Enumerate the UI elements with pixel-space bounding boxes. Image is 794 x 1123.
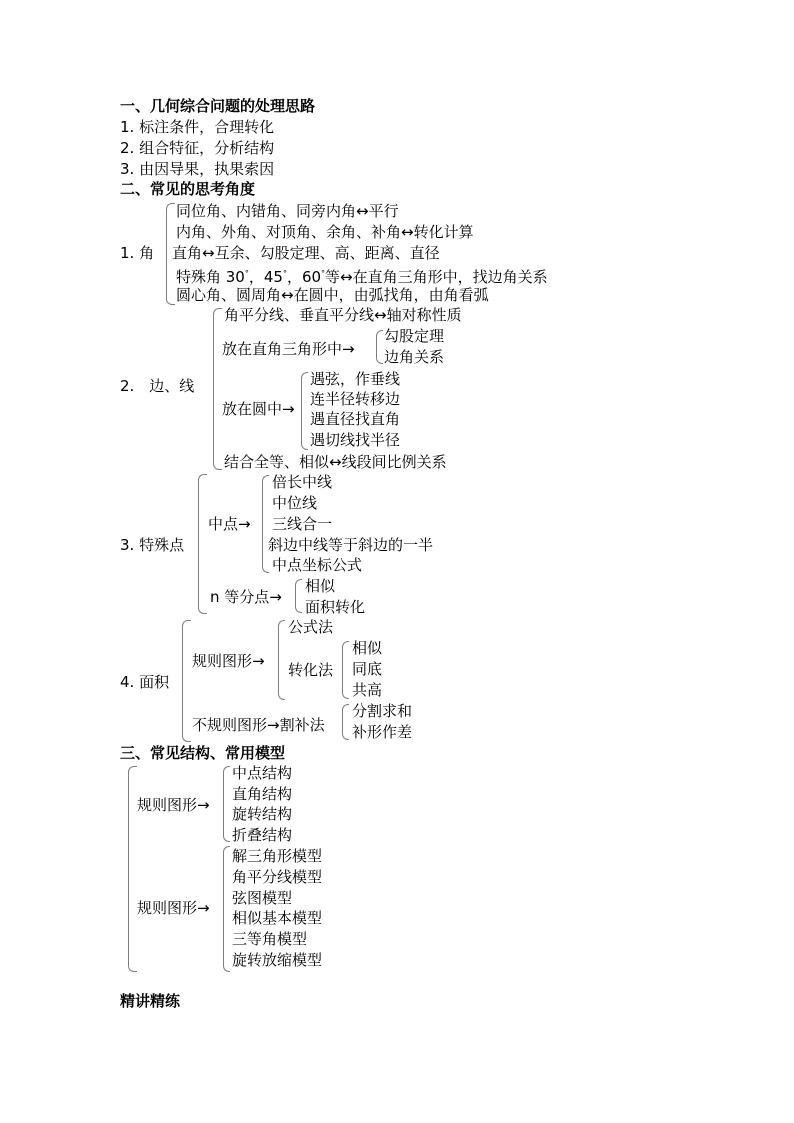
point-label: 3. 特殊点 [120, 536, 185, 554]
s3-group-1-bracket [223, 766, 230, 842]
s1-item-3: 3. 由因导果，执果索因 [120, 160, 275, 178]
side-line-1: 角平分线、垂直平分线↔轴对称性质 [224, 306, 462, 324]
right-tri-item-1: 勾股定理 [384, 327, 445, 345]
regular-bracket [278, 620, 285, 700]
area-regular: 规则图形→ [192, 652, 265, 670]
footer-heading: 精讲精练 [120, 992, 181, 1010]
mid-item-2: 中位线 [272, 494, 318, 512]
mid-item-1: 倍长中线 [272, 473, 333, 491]
s3-g2-item-6: 旋转放缩模型 [232, 951, 323, 969]
circle-item-1: 遇弦，作垂线 [310, 370, 401, 388]
right-tri-bracket [376, 330, 383, 364]
circle-item-4: 遇切线找半径 [310, 431, 401, 449]
angle-line-2: 内角、外角、对顶角、余角、补角↔转化计算 [176, 223, 474, 241]
transform-item-3: 共高 [352, 681, 383, 699]
circle-bracket [301, 372, 308, 450]
area-transform: 转化法 [288, 661, 334, 679]
angle-line-special: 特殊角 30°，45°，60°等↔在直角三角形中，找边角关系 [176, 268, 548, 286]
irregular-bracket [342, 704, 349, 740]
transform-item-2: 同底 [352, 660, 383, 678]
s3-g1-item-1: 中点结构 [232, 764, 293, 782]
s3-g2-item-2: 角平分线模型 [232, 868, 323, 886]
point-bracket [198, 474, 207, 614]
s3-g1-item-4: 折叠结构 [232, 826, 293, 844]
s3-group-2-bracket [223, 846, 230, 972]
point-n: n 等分点→ [210, 588, 282, 606]
transform-item-1: 相似 [352, 639, 383, 657]
transform-bracket [342, 641, 349, 699]
irregular-item-2: 补形作差 [352, 723, 413, 741]
area-bracket [182, 620, 191, 742]
section-3-title: 三、常见结构、常用模型 [120, 744, 286, 762]
s3-g2-item-4: 相似基本模型 [232, 909, 323, 927]
n-item-2: 面积转化 [305, 598, 366, 616]
section-2-title: 二、常见的思考角度 [120, 180, 256, 198]
angle-line-3: 直角↔互余、勾股定理、高、距离、直径 [172, 244, 440, 262]
s3-g2-item-1: 解三角形模型 [232, 847, 323, 865]
s1-item-2: 2. 组合特征，分析结构 [120, 139, 275, 157]
side-label: 2. 边、线 [120, 377, 195, 395]
area-irregular: 不规则图形→割补法 [192, 716, 325, 734]
mid-item-3: 三线合一 [272, 515, 333, 533]
irregular-item-1: 分割求和 [352, 702, 413, 720]
mid-item-5: 中点坐标公式 [272, 556, 363, 574]
s3-g1-item-3: 旋转结构 [232, 805, 293, 823]
mid-item-4: 斜边中线等于斜边的一半 [268, 536, 434, 554]
side-right-tri: 放在直角三角形中→ [222, 340, 355, 358]
side-line-last: 结合全等、相似↔线段间比例关系 [224, 453, 447, 471]
right-tri-item-2: 边角关系 [384, 348, 445, 366]
angle-line-5: 圆心角、圆周角↔在圆中，由弧找角，由角看弧 [176, 286, 489, 304]
n-bracket [295, 579, 302, 613]
s3-group-2-label: 规则图形→ [137, 899, 210, 917]
s3-g2-item-3: 弦图模型 [232, 889, 293, 907]
angle-line-1: 同位角、内错角、同旁内角↔平行 [176, 202, 399, 220]
s1-item-1: 1. 标注条件，合理转化 [120, 118, 275, 136]
s3-bracket [128, 766, 137, 972]
s3-g2-item-5: 三等角模型 [232, 930, 308, 948]
side-circle: 放在圆中→ [222, 400, 295, 418]
side-bracket [213, 308, 222, 470]
section-1-title: 一、几何综合问题的处理思路 [120, 97, 316, 115]
circle-item-2: 连半径转移边 [310, 390, 401, 408]
s3-g1-item-2: 直角结构 [232, 785, 293, 803]
n-item-1: 相似 [305, 577, 336, 595]
area-label: 4. 面积 [120, 673, 170, 691]
circle-item-3: 遇直径找直角 [310, 410, 401, 428]
point-mid: 中点→ [208, 515, 251, 533]
angle-label: 1. 角 [120, 244, 155, 262]
mid-bracket [262, 475, 269, 573]
s3-group-1-label: 规则图形→ [137, 796, 210, 814]
area-formula: 公式法 [288, 618, 334, 636]
